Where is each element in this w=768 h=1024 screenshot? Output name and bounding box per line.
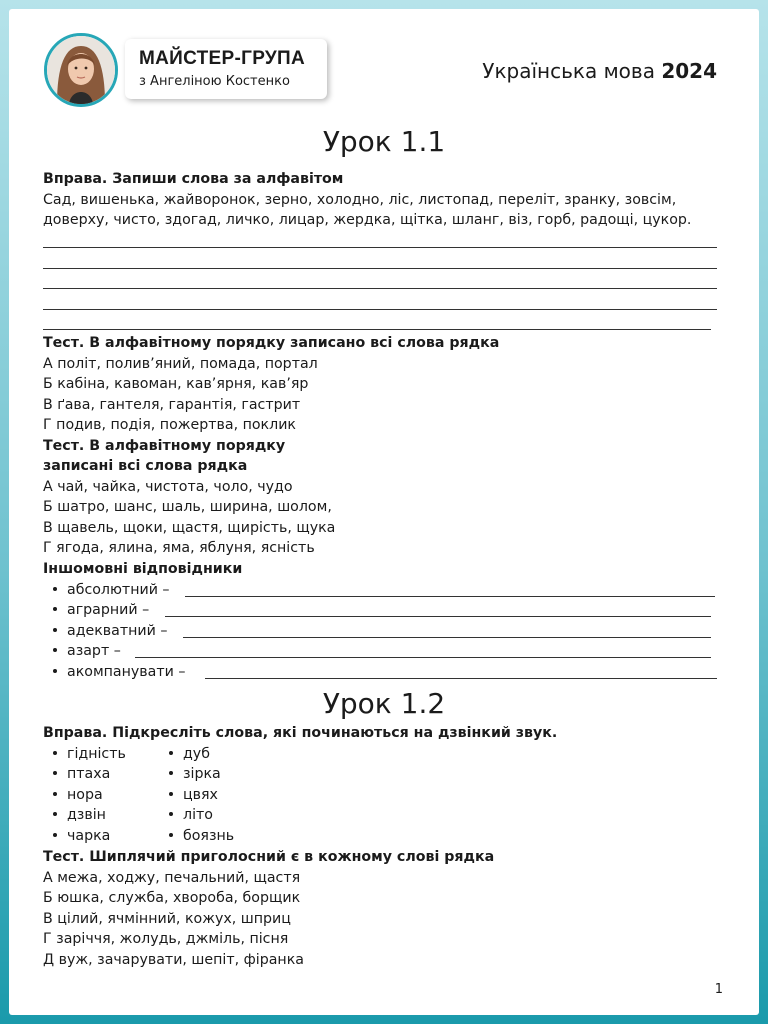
course-title [482, 59, 717, 83]
test-1-heading: Тест. В алфавітному порядку записано всі слова рядка [43, 335, 500, 351]
word-item [169, 765, 221, 783]
word: зірка [183, 766, 221, 782]
word: нора [67, 787, 103, 803]
course-name: Українська мова [482, 59, 655, 83]
word: цвях [183, 787, 218, 803]
loanwords-heading: Іншомовні відповідники [43, 561, 243, 577]
test-1-option: Г подив, подія, пожертва, поклик [43, 417, 296, 433]
answer-line [183, 637, 711, 638]
bullet-icon [169, 812, 173, 816]
loanword-term: адекватний – [67, 623, 168, 639]
bullet-icon [169, 751, 173, 755]
test-2-heading: записані всі слова рядка [43, 458, 248, 474]
test-3-heading: Тест. Шиплячий приголосний є в кожному слові рядка [43, 849, 495, 865]
course-year: 2024 [661, 59, 717, 83]
bullet-icon [53, 607, 57, 611]
word: гідність [67, 746, 126, 762]
word-item [53, 786, 103, 804]
word: літо [183, 807, 213, 823]
loanword-term: азарт – [67, 643, 121, 659]
word: дзвін [67, 807, 106, 823]
test-3-option: А межа, ходжу, печальний, щастя [43, 870, 301, 886]
loanword-term: акомпанувати – [67, 664, 186, 680]
answer-line [43, 309, 717, 310]
test-3-option: Б юшка, служба, хвороба, борщик [43, 890, 301, 906]
avatar [44, 33, 118, 107]
bullet-icon [53, 751, 57, 755]
test-2-heading: Тест. В алфавітному порядку [43, 438, 286, 454]
test-2-option: Г ягода, ялина, яма, яблуня, ясність [43, 540, 315, 556]
answer-line [165, 616, 711, 617]
test-1-option: А політ, полив’яний, помада, портал [43, 356, 318, 372]
loanword-item [53, 622, 167, 640]
exercise-words-line: доверху, чисто, здогад, личко, лицар, жердка, щітка, шланг, віз, горб, радощі, цукор. [43, 212, 692, 228]
exercise-words-line: Сад, вишенька, жайворонок, зерно, холодно, ліс, листопад, переліт, зранку, зовсім, [43, 192, 677, 208]
loanword-item [53, 642, 121, 660]
loanword-item [53, 601, 149, 619]
badge-title: МАЙСТЕР-ГРУПА [139, 48, 306, 69]
test-2-option: В щавель, щоки, щастя, щирість, щука [43, 520, 336, 536]
bullet-icon [53, 771, 57, 775]
loanword-term: абсолютний – [67, 582, 170, 598]
answer-line [43, 268, 717, 269]
bullet-icon [169, 833, 173, 837]
word-item [169, 786, 218, 804]
answer-line [135, 657, 711, 658]
test-1-option: В ґава, гантеля, гарантія, гастрит [43, 397, 301, 413]
avatar-portrait-icon [47, 36, 115, 104]
word: боязнь [183, 828, 235, 844]
bullet-icon [53, 648, 57, 652]
badge-subtitle: з Ангеліною Костенко [139, 74, 290, 89]
word: чарка [67, 828, 111, 844]
word: птаха [67, 766, 111, 782]
bullet-icon [169, 792, 173, 796]
test-3-option: Д вуж, зачарувати, шепіт, фіранка [43, 952, 304, 968]
bullet-icon [169, 771, 173, 775]
lesson-1-2-title: Урок 1.2 [322, 687, 446, 720]
loanword-term: аграрний – [67, 602, 150, 618]
test-1-option: Б кабіна, кавоман, кав’ярня, кав’яр [43, 376, 309, 392]
bullet-icon [53, 628, 57, 632]
bullet-icon [53, 669, 57, 673]
answer-line [185, 596, 715, 597]
test-3-option: В цілий, ячмінний, кожух, шприц [43, 911, 291, 927]
word-item [53, 765, 110, 783]
test-3-option: Г заріччя, жолудь, джміль, пісня [43, 931, 289, 947]
bullet-icon [53, 792, 57, 796]
word-item [53, 745, 126, 763]
worksheet-page [9, 9, 759, 1015]
master-group-badge [125, 39, 327, 99]
word: дуб [183, 746, 210, 762]
exercise-2-heading: Вправа. Підкресліть слова, які починаються на дзвінкий звук. [43, 725, 558, 741]
word-item [169, 827, 234, 845]
test-2-option: Б шатро, шанс, шаль, ширина, шолом, [43, 499, 332, 515]
answer-line [205, 678, 717, 679]
word-item [53, 827, 110, 845]
bullet-icon [53, 812, 57, 816]
page-number: 1 [714, 982, 723, 997]
bullet-icon [53, 833, 57, 837]
test-2-option: А чай, чайка, чистота, чоло, чудо [43, 479, 293, 495]
lesson-1-1-title: Урок 1.1 [322, 125, 446, 158]
exercise-heading: Вправа. Запиши слова за алфавітом [43, 171, 344, 187]
answer-line [43, 288, 717, 289]
answer-line [43, 329, 711, 330]
answer-line [43, 247, 717, 248]
bullet-icon [53, 587, 57, 591]
loanword-item [53, 663, 185, 681]
word-item [169, 806, 213, 824]
loanword-item [53, 581, 170, 599]
word-item [169, 745, 210, 763]
word-item [53, 806, 106, 824]
header [9, 9, 759, 119]
